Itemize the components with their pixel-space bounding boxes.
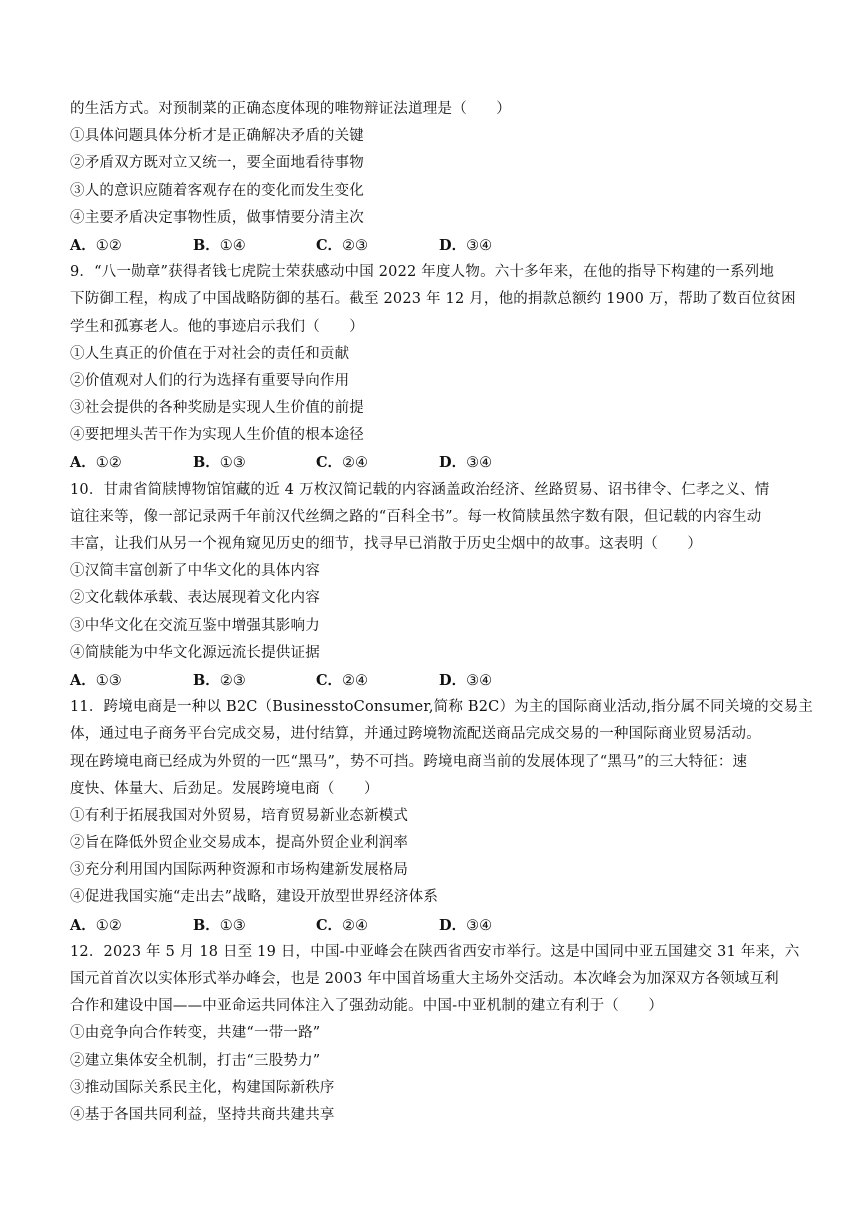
statement-2: ②价值观对人们的行为选择有重要导向作用 [70, 372, 350, 389]
statement-2: ②矛盾双方既对立又统一，要全面地看待事物 [70, 155, 364, 172]
question-stem-line: 12．2023 年 5 月 18 日至 19 日，中国-中亚峰会在陕西省西安市举行。这是中国同中亚五国建交 31 年来，六 [70, 943, 800, 960]
statement-3: ③中华文化在交流互鉴中增强其影响力 [70, 617, 320, 634]
question-stem-line: 下防御工程，构成了中国战略防御的基石。截至 2023 年 12 月，他的捐款总额约 1900 万，帮助了数百位贫困 [70, 291, 796, 308]
option-b[interactable]: B．①③ [193, 454, 246, 472]
option-d[interactable]: D．③④ [439, 916, 493, 934]
statement-3: ③人的意识应随着客观存在的变化而发生变化 [70, 182, 364, 199]
option-b[interactable]: B．①④ [193, 236, 246, 254]
option-a[interactable]: A．①③ [70, 671, 122, 689]
question-stem-line: 国元首首次以实体形式举办峰会，也是 2003 年中国首场重大主场外交活动。本次峰会为加深双方各领域互利 [70, 971, 779, 987]
question-9 [70, 259, 810, 477]
option-a[interactable]: A．①② [70, 454, 122, 472]
statement-4: ④简牍能为中华文化源远流长提供证据 [70, 644, 320, 661]
statement-3: ③社会提供的各种奖励是实现人生价值的前提 [70, 400, 364, 417]
exam-page [70, 96, 813, 1129]
question-stem-line: 丰富，让我们从另一个视角窥见历史的细节，找寻早已消散于历史尘烟中的故事。这表明（ ） [70, 536, 703, 552]
question-11 [70, 694, 813, 939]
statement-4: ④基于各国共同利益，坚持共商共建共享 [70, 1106, 335, 1123]
statement-1: ①具体问题具体分析才是正确解决矛盾的关键 [70, 128, 364, 145]
statement-3: ③推动国际关系民主化，构建国际新秩序 [70, 1079, 335, 1096]
statement-1: ①汉简丰富创新了中华文化的具体内容 [70, 563, 320, 580]
question-stem-line: 度快、体量大、后劲足。发展跨境电商（ ） [70, 780, 379, 797]
option-d[interactable]: D．③④ [439, 236, 493, 254]
question-stem-line: 谊往来等，像一部记录两千年前汉代丝绸之路的“百科全书”。每一枚简牍虽然字数有限，但记载的内容生动 [70, 508, 762, 525]
answer-options [70, 667, 810, 694]
question-stem-line: 11．跨境电商是一种以 B2C（BusinesstoConsumer,简称 B2C）为主的国际商业活动,指分属不同关境的交易主 [70, 699, 813, 716]
answer-options [70, 912, 810, 939]
option-c[interactable]: C．②④ [316, 671, 369, 689]
option-a[interactable]: A．①② [70, 236, 122, 254]
option-c[interactable]: C．②④ [316, 454, 369, 472]
question-stem-line: 9．“八一勋章”获得者钱七虎院士荣获感动中国 2022 年度人物。六十多年来，在他的指导下构建的一系列地 [70, 264, 775, 281]
statement-4: ④要把埋头苦干作为实现人生价值的根本途径 [70, 427, 364, 444]
question-stem-line: 10．甘肃省简牍博物馆馆藏的近 4 万枚汉简记载的内容涵盖政治经济、丝路贸易、诏书律令、仁孝之义、情 [70, 481, 770, 498]
statement-2: ②旨在降低外贸企业交易成本，提高外贸企业利润率 [70, 835, 409, 852]
question-stem-line: 学生和孤寡老人。他的事迹启示我们（ ） [70, 318, 364, 335]
statement-4: ④主要矛盾决定事物性质，做事情要分清主次 [70, 209, 364, 226]
question-stem-line: 的生活方式。对预制菜的正确态度体现的唯物辩证法道理是（ ） [70, 101, 511, 117]
option-c[interactable]: C．②④ [316, 916, 369, 934]
statement-1: ①人生真正的价值在于对社会的责任和贡献 [70, 345, 350, 362]
statement-2: ②文化载体承载、表达展现着文化内容 [70, 590, 320, 607]
option-d[interactable]: D．③④ [439, 454, 493, 472]
option-c[interactable]: C．②③ [316, 236, 369, 254]
statement-4: ④促进我国实施“走出去”战略，建设开放型世界经济体系 [70, 889, 439, 906]
question-stem-line: 现在跨境电商已经成为外贸的一匹“黑马”，势不可挡。跨境电商当前的发展体现了“黑马”的三大特征：速 [70, 753, 748, 770]
question-stem-line: 合作和建设中国——中亚命运共同体注入了强劲动能。中国-中亚机制的建立有利于（ ） [70, 998, 664, 1015]
option-b[interactable]: B．①③ [193, 916, 246, 934]
statement-3: ③充分利用国内国际两种资源和市场构建新发展格局 [70, 862, 409, 879]
answer-options [70, 232, 810, 259]
question-8 [70, 96, 810, 259]
option-b[interactable]: B．②③ [193, 671, 246, 689]
statement-2: ②建立集体安全机制，打击“三股势力” [70, 1052, 321, 1069]
question-stem-line: 体，通过电子商务平台完成交易，进付结算，并通过跨境物流配送商品完成交易的一种国际商业贸易活动。 [70, 726, 761, 743]
answer-options [70, 449, 810, 476]
question-12 [70, 939, 810, 1129]
statement-1: ①有利于拓展我国对外贸易，培育贸易新业态新模式 [70, 807, 409, 824]
option-d[interactable]: D．③④ [439, 671, 493, 689]
option-a[interactable]: A．①② [70, 916, 122, 934]
statement-1: ①由竞争向合作转变，共建“一带一路” [70, 1025, 321, 1042]
question-10 [70, 477, 810, 695]
